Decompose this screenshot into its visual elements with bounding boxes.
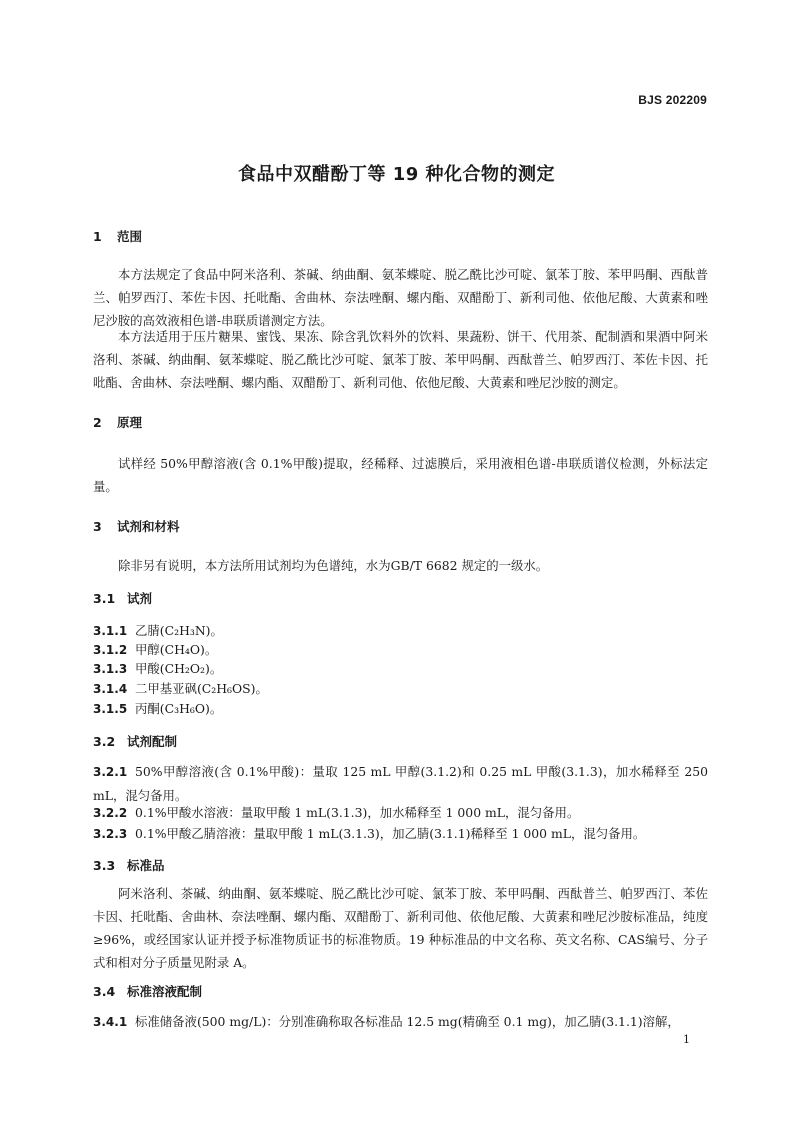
item-text: 甲酸(CH₂O₂)。 [135,661,223,676]
item-number: 3.2.2 [93,806,128,820]
item-number: 3.1.3 [93,662,128,676]
subsection-heading-standard-solution [93,982,202,1000]
subsection-heading-reagents [93,589,152,607]
page-number: 1 [683,1033,690,1046]
document-code: BJS 202209 [638,93,707,107]
item-number: 3.1.2 [93,643,128,657]
item-text: 甲醇(CH₄O)。 [135,642,218,657]
section-title: 试剂和材料 [117,519,180,534]
item-number: 3.1.1 [93,624,128,638]
preparation-item [93,760,708,807]
section-title: 范围 [117,229,143,244]
preparation-item [93,822,708,846]
section-heading-principle [93,413,142,431]
item-text: 乙腈(C₂H₃N)。 [135,623,223,638]
section-heading-scope [93,227,142,245]
item-text: 0.1%甲酸水溶液：量取甲酸 1 mL(3.1.3)，加水稀释至 1 000 mL，混匀备用。 [135,805,580,820]
subsection-number: 3.4 [93,984,116,999]
subsection-title: 试剂 [127,591,153,606]
item-number: 3.1.4 [93,682,128,696]
subsection-number: 3.3 [93,858,116,873]
principle-paragraph: 试样经 50%甲醇溶液(含 0.1%甲酸)提取，经稀释、过滤膜后，采用液相色谱-串联质谱仪检测，外标法定量。 [93,456,708,494]
section-title: 原理 [117,415,143,430]
item-number: 3.2.3 [93,827,128,841]
subsection-number: 3.2 [93,734,116,749]
item-text: 50%甲醇溶液(含 0.1%甲酸)：量取 125 mL 甲醇(3.1.2)和 0.25 mL 甲酸(3.1.3)，加水稀释至 250 mL，混匀备用。 [93,764,708,803]
item-text: 0.1%甲酸乙腈溶液：量取甲酸 1 mL(3.1.3)，加乙腈(3.1.1)稀释至 1 000 mL，混匀备用。 [135,826,646,841]
subsection-title: 标准溶液配制 [127,984,203,999]
scope-paragraph-2: 本方法适用于压片糖果、蜜饯、果冻、除含乳饮料外的饮料、果蔬粉、饼干、代用茶、配制酒和果酒中阿米洛利、茶碱、纳曲酮、氨苯蝶啶、脱乙酰比沙可啶、氯苯丁胺、苯甲吗酮、西酞普兰、帕罗西汀、苯佐卡因、托吡酯、舍曲林、奈法唑酮、螺内酯、双醋酚丁、新利司他、依他尼酸、大黄素和唑尼沙胺的测定。 [93,329,708,390]
item-number: 3.4.1 [93,1015,128,1029]
standards-paragraph: 阿米洛利、茶碱、纳曲酮、氨苯蝶啶、脱乙酰比沙可啶、氯苯丁胺、苯甲吗酮、西酞普兰、帕罗西汀、苯佐卡因、托吡酯、舍曲林、奈法唑酮、螺内酯、双醋酚丁、新利司他、依他尼酸、大黄素和唑尼沙胺标准品，纯度≥96%，或经国家认证并授予标准物质证书的标准物质。19 种标准品的中文名称、英文名称、CAS编号、分子式和相对分子质量见附录 A。 [93,886,708,970]
subsection-heading-standards [93,856,165,874]
item-text: 二甲基亚砜(C₂H₆OS)。 [135,681,268,696]
subsection-heading-reagent-preparation [93,732,177,750]
section-number: 1 [93,229,102,244]
subsection-title: 标准品 [127,858,165,873]
item-text: 标准储备液(500 mg/L)：分别准确称取各标准品 12.5 mg(精确至 0.1 mg)，加乙腈(3.1.1)溶解， [135,1014,680,1029]
standard-solution-item [93,1010,708,1034]
subsection-title: 试剂配制 [127,734,178,749]
item-number: 3.1.5 [93,702,128,716]
section-heading-reagents [93,517,180,535]
item-text: 丙酮(C₃H₆O)。 [135,701,223,716]
document-title: 食品中双醋酚丁等 19 种化合物的测定 [237,164,556,185]
section-number: 3 [93,519,102,534]
reagents-intro-paragraph: 除非另有说明，本方法所用试剂均为色谱纯，水为GB/T 6682 规定的一级水。 [118,558,549,573]
section-number: 2 [93,415,102,430]
reagent-item [93,697,708,721]
item-number: 3.2.1 [93,765,128,779]
scope-paragraph-1: 本方法规定了食品中阿米洛利、茶碱、纳曲酮、氨苯蝶啶、脱乙酰比沙可啶、氯苯丁胺、苯甲吗酮、西酞普兰、帕罗西汀、苯佐卡因、托吡酯、舍曲林、奈法唑酮、螺内酯、双醋酚丁、新利司他、依他尼酸、大黄素和唑尼沙胺的高效液相色谱-串联质谱测定方法。 [93,267,708,328]
subsection-number: 3.1 [93,591,116,606]
